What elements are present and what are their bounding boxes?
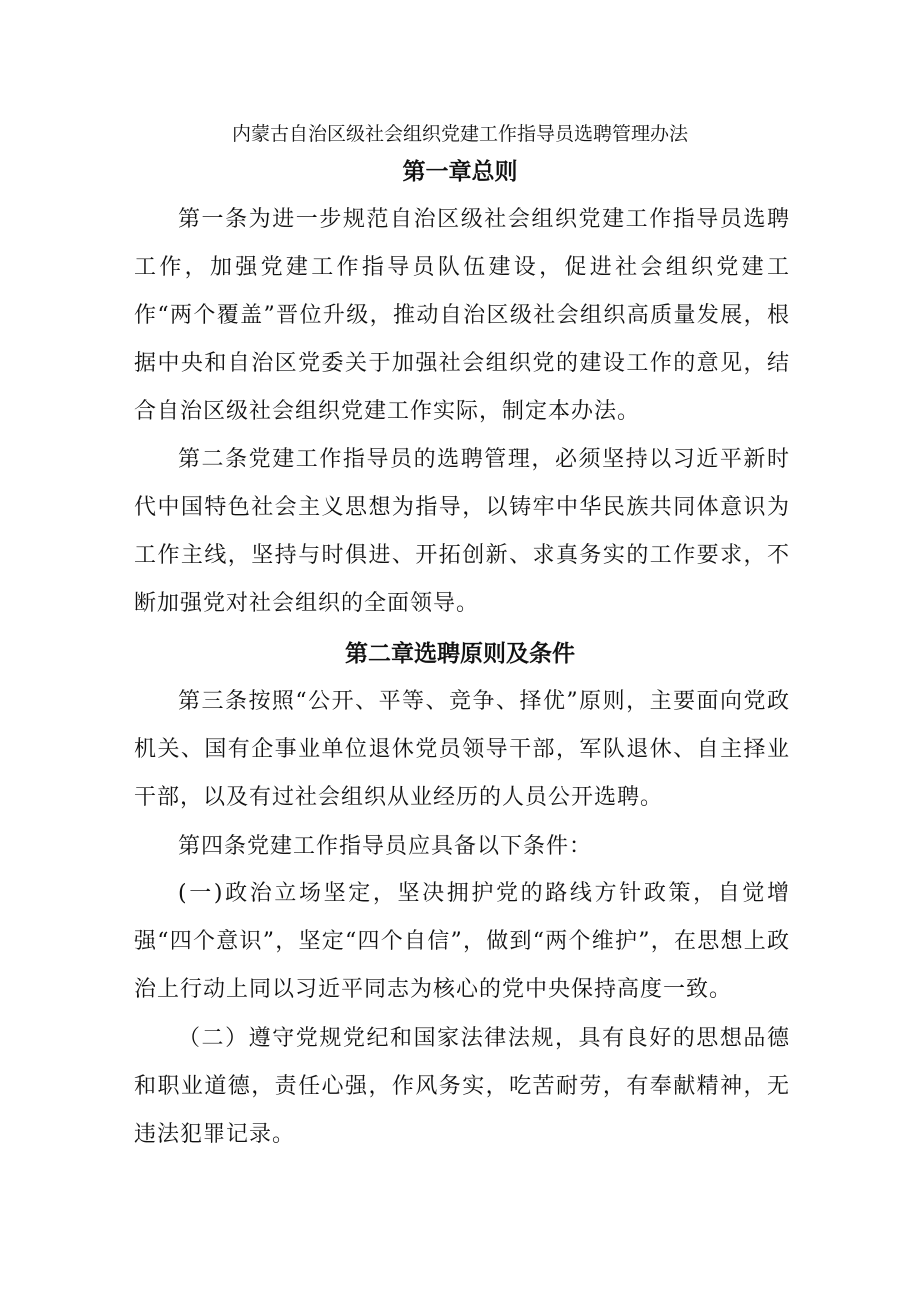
article-3-paragraph: 第三条按照“公开、平等、竞争、择优”原则，主要面向党政机关、国有企事业单位退休党员领导干部，军队退休、自主择业干部，以及有过社会组织从业经历的人员公开选聘。	[134, 689, 790, 810]
chapter-heading-1: 第一章总则	[402, 159, 518, 185]
article-1-paragraph: 第一条为进一步规范自治区级社会组织党建工作指导员选聘工作，加强党建工作指导员队伍建设，促进社会组织党建工作“两个覆盖”晋位升级，推动自治区级社会组织高质量发展，根据中央和自治区党委关于加强社会组织党的建设工作的意见，结合自治区级社会组织党建工作实际，制定本办法。	[134, 207, 790, 424]
condition-item-2: （二）遵守党规党纪和国家法律法规，具有良好的思想品德和职业道德，责任心强，作风务实，吃苦耐劳，有奉献精神，无违法犯罪记录。	[134, 1026, 790, 1147]
article-4-paragraph: 第四条党建工作指导员应具备以下条件：	[178, 834, 593, 859]
article-2-paragraph: 第二条党建工作指导员的选聘管理，必须坚持以习近平新时代中国特色社会主义思想为指导，以铸牢中华民族共同体意识为工作主线，坚持与时俱进、开拓创新、求真务实的工作要求，不断加强党对社会组织的全面领导。	[134, 447, 790, 616]
chapter-heading-2: 第二章选聘原则及条件	[345, 641, 575, 667]
document-title: 内蒙古自治区级社会组织党建工作指导员选聘管理办法	[231, 123, 688, 145]
condition-item-1: (一)政治立场坚定，坚决拥护党的路线方针政策，自觉增强“四个意识”，坚定“四个自信”，做到“两个维护”，在思想上政治上行动上同以习近平同志为核心的党中央保持高度一致。	[134, 881, 790, 1002]
